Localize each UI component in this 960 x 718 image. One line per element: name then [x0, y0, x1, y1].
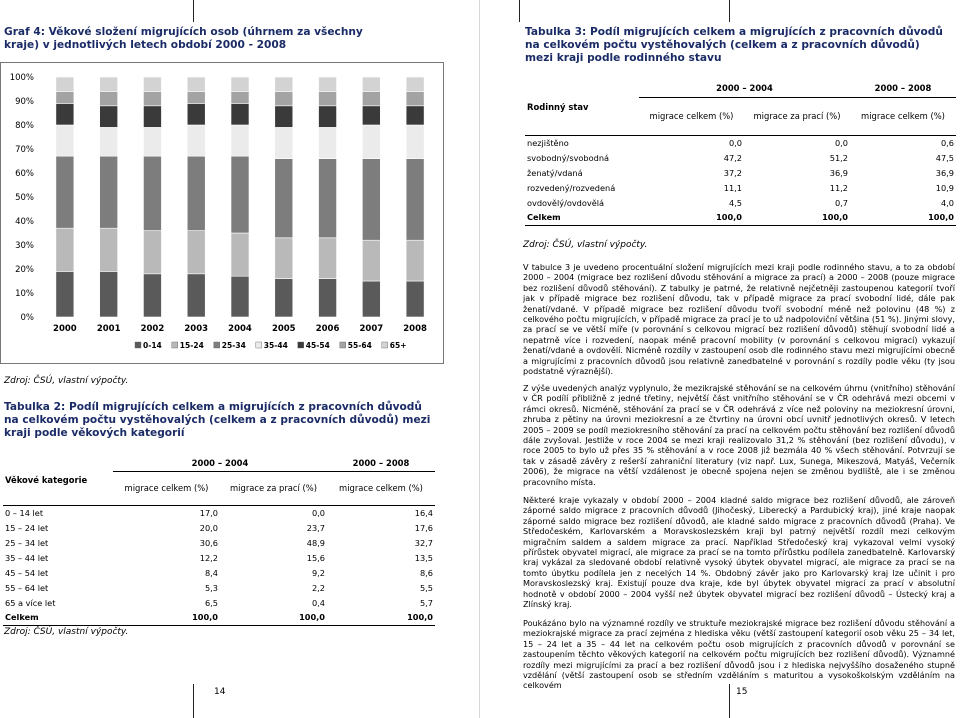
- bar-segment: [319, 159, 337, 238]
- total-value: 100,0: [744, 210, 850, 225]
- cell-value: 4,0: [940, 197, 954, 208]
- bar-segment: [319, 127, 337, 158]
- table2-source: Zdroj: ČSÚ, vlastní výpočty.: [4, 627, 129, 637]
- bar-segment: [275, 279, 293, 317]
- chart-svg: [1, 63, 443, 363]
- cell-value: 17,6: [414, 522, 433, 533]
- legend-label: 25-34: [221, 341, 246, 350]
- x-tick-label: 2000: [53, 324, 77, 334]
- page-number-right: 15: [736, 687, 748, 697]
- bar-segment: [56, 91, 74, 103]
- table-row: [525, 195, 956, 210]
- table-row: [525, 150, 956, 165]
- table3-period2: 2000 – 2008: [850, 80, 956, 97]
- bar-segment: [319, 279, 337, 317]
- cell-value: 10,9: [935, 182, 954, 193]
- row-label: nezjištěno: [525, 135, 639, 150]
- x-tick-label: 2003: [184, 324, 209, 334]
- graf-title: Graf 4: Věkové složení migrujících osob (úhrnem za všechny kraje) v jednotlivých letech období 2000 - 2008: [4, 26, 363, 51]
- bar-segment: [143, 231, 161, 274]
- bar-segment: [143, 156, 161, 230]
- bar-segment: [406, 281, 424, 317]
- table-row: [525, 165, 956, 180]
- table3-row-header: Rodinný stav: [527, 102, 589, 113]
- legend-swatch: [382, 342, 388, 348]
- legend-label: 45-54: [305, 341, 330, 350]
- page-number-left: 14: [214, 687, 226, 697]
- bar-segment: [275, 77, 293, 91]
- cell-value: 23,7: [306, 522, 325, 533]
- bar-segment: [362, 125, 380, 159]
- cell-value: 36,9: [829, 167, 848, 178]
- y-tick-label: 70%: [15, 145, 34, 155]
- x-tick-label: 2002: [140, 324, 165, 334]
- total-label: Celkem: [525, 210, 639, 225]
- table-row: [525, 135, 956, 150]
- bar-segment: [143, 91, 161, 105]
- bar-segment: [275, 159, 293, 238]
- bar-segment: [56, 228, 74, 271]
- row-label: 55 – 64 let: [5, 582, 49, 593]
- table-row: [3, 580, 435, 595]
- age-structure-chart: [0, 62, 444, 364]
- bar-segment: [406, 159, 424, 241]
- table-total-row: [3, 610, 435, 625]
- bar-segment: [187, 274, 205, 317]
- y-tick-label: 20%: [15, 265, 34, 275]
- x-tick-label: 2001: [96, 324, 121, 334]
- bar-segment: [362, 281, 380, 317]
- row-label: svobodný/svobodná: [527, 152, 610, 163]
- cell-value: 11,1: [723, 182, 742, 193]
- table2-col2: migrace za prací (%): [230, 483, 317, 493]
- cell-value: 12,2: [199, 552, 218, 563]
- bar-segment: [187, 125, 205, 156]
- bar-segment: [187, 103, 205, 125]
- y-tick-label: 10%: [15, 289, 34, 299]
- bar-segment: [319, 238, 337, 279]
- table2-row-header: Věkové kategorie: [5, 475, 88, 486]
- row-label: 65 a více let: [5, 597, 56, 608]
- row-label: 25 – 34 let: [5, 537, 49, 548]
- bar-segment: [406, 240, 424, 281]
- bar-segment: [275, 106, 293, 128]
- legend-label: 55-64: [347, 341, 372, 350]
- cell-value: 48,9: [306, 537, 325, 548]
- legend-swatch: [135, 342, 141, 348]
- bar-segment: [56, 77, 74, 91]
- cell-value: 8,4: [204, 567, 218, 578]
- cell-value: 2,2: [311, 582, 325, 593]
- legend-label: 15-24: [179, 341, 204, 350]
- crop-mark: [193, 684, 194, 718]
- bar-segment: [187, 156, 205, 230]
- bar-segment: [231, 103, 249, 125]
- bar-segment: [187, 91, 205, 103]
- bar-segment: [319, 106, 337, 128]
- y-tick-label: 100%: [9, 73, 34, 83]
- bar-segment: [143, 274, 161, 317]
- bar-segment: [187, 77, 205, 91]
- cell-value: 47,5: [935, 152, 954, 163]
- y-tick-label: 30%: [15, 241, 34, 251]
- table3-source: Zdroj: ČSÚ, vlastní výpočty.: [523, 240, 648, 250]
- cell-value: 11,2: [829, 182, 848, 193]
- y-tick-label: 50%: [15, 193, 34, 203]
- bar-segment: [187, 231, 205, 274]
- cell-value: 37,2: [723, 167, 742, 178]
- cell-value: 9,2: [311, 567, 325, 578]
- total-value: 100,0: [327, 610, 435, 625]
- bar-segment: [275, 127, 293, 158]
- y-tick-label: 90%: [15, 97, 34, 107]
- bar-segment: [319, 77, 337, 91]
- row-label: 0 – 14 let: [3, 505, 113, 520]
- paragraph-3: Některé kraje vykazaly v období 2000 – 2004 kladné saldo migrace bez rozlišení důvodů, ale zároveň záporné saldo migrace z pracovních důvodů (Jihočeský, Liberecký a Pardubický kraj), jiné kraje naopak záporné saldo migrace bez rozlišení důvodů, ale kladné saldo migrace z pracovních důvodů (Praha). Ve Středočeském, Karlovarském a Moravskoslezském kraji byl patrný největší rozdíl mezi celkovým migračním saldem a saldem migrace za prací. Například Středočeský kraj vykazoval velmi vysoký přírůstek obyvatel migrací, ale migrace za prací se na tomto přírůstku podílela zanedbatelně. Karlovarský kraj vykázal za sledované období relativně vysoký úbytek obyvatel migrací, ale migrace za prací se na tomto úbytku podílela jen z necelých 14 %. Obdobný závěr jako pro Karlovarský kraj lze učinit i pro Moravskoslezský kraj. Existují pouze dva kraje, kde byl úbytek obyvatel migrací za prací v absolutní hodnotě v období 2000 – 2004 vyšší než úbytek obyvatel migrací bez rozlišení důvodů – Ústecký kraj a Zlínský kraj.: [523, 495, 955, 610]
- table-row: [3, 520, 435, 535]
- x-tick-label: 2005: [271, 324, 296, 334]
- row-label: ženatý/vdaná: [527, 167, 583, 178]
- y-tick-label: 80%: [15, 121, 34, 131]
- graf-source: Zdroj: ČSÚ, vlastní výpočty.: [4, 376, 129, 386]
- bar-segment: [100, 228, 118, 271]
- cell-value: 5,7: [419, 597, 433, 608]
- table2-period2: 2000 – 2008: [327, 456, 435, 471]
- bar-segment: [231, 91, 249, 103]
- bar-segment: [362, 77, 380, 91]
- cell-value: 30,6: [199, 537, 218, 548]
- row-label: 45 – 54 let: [5, 567, 49, 578]
- legend-swatch: [172, 342, 178, 348]
- cell-value: 6,5: [204, 597, 218, 608]
- cell-value: 47,2: [723, 152, 742, 163]
- cell-value: 51,2: [829, 152, 848, 163]
- bar-segment: [406, 91, 424, 105]
- table-row: [3, 505, 435, 520]
- bar-segment: [231, 156, 249, 233]
- table-row: [3, 535, 435, 550]
- bar-segment: [275, 238, 293, 279]
- total-value: 100,0: [220, 610, 327, 625]
- bar-segment: [319, 91, 337, 105]
- table-row: [525, 180, 956, 195]
- bar-segment: [406, 106, 424, 125]
- bar-segment: [100, 156, 118, 228]
- bar-segment: [100, 77, 118, 91]
- total-label: Celkem: [3, 610, 113, 625]
- paragraph-1: V tabulce 3 je uvedeno procentuální složení migrujících mezi kraji podle rodinného stavu, a to za období 2000 – 2004 (migrace bez rozlišení důvodu stěhování a migrace za prací) a 2000 – 2008 (pouze migrace bez rozlišení důvodů stěhování). Z tabulky je patrné, že relativně nejčetněji zastoupenou kategorií tvoří jak v případě migrace bez rozlišení důvodu, tak v případě migrace za prací svobodní lidé, dále pak ženatí/vdané. V případě migrace bez rozlišení důvodu tvoří svobodní méně než polovinu (48 %) z celkového počtu migrujících, v případě migrace za prací je to už nadpoloviční většina (51 %). Jinými slovy, za prací se ve větší míře (v porovnání s celkovou migrací bez rozlišení důvodů) stěhují svobodní lidé a nepatrně více i rozvedení, naopak méně pracovní mobility (v porovnání s celkovou migrací) vykazují ženatí/vdané a ovdovělí. Nicméně rozdíly v zastoupení osob dle rodinného stavu mezi migrujícími obecně a migrujícími z pracovních důvodů jsou relativně zanedbatelné v porovnání s rozdíly podle věku (ty jsou podstatně výraznější).: [523, 262, 955, 377]
- legend-swatch: [340, 342, 346, 348]
- x-tick-label: 2004: [228, 324, 252, 334]
- table2: [3, 456, 435, 626]
- bar-segment: [100, 106, 118, 128]
- cell-value: 8,6: [419, 567, 433, 578]
- bar-segment: [100, 91, 118, 105]
- bar-segment: [100, 271, 118, 317]
- cell-value: 15,6: [306, 552, 325, 563]
- y-tick-label: 0%: [20, 313, 34, 323]
- crop-mark: [519, 0, 520, 22]
- cell-value: 36,9: [935, 167, 954, 178]
- bar-segment: [231, 125, 249, 156]
- paragraph-2: Z výše uvedených analýz vyplynulo, že mezikrajské stěhování se na celkovém úhrnu (vnitřního) stěhování v ČR podílí přibližně z jedné třetiny, největší část vnitřního stěhování se v ČR odehrává mezi obcemi v rámci okresů. Nicméně, stěhování za prací se v ČR odehrává z více než poloviny na meziokresní úrovni, zhruba z pětiny na úrovni meziokresní a ze čtvrtiny na úrovni obcí uvnitř jednotlivých okresů. V letech 2005 – 2009 se podíl meziokresního stěhování za prací na celkovém počtu stěhování bez rozlišení důvodů dále zvyšoval. Jestliže v roce 2004 se mezi kraji realizovalo 31,2 % stěhování (bez rozlišení důvodu), v roce 2005 to bylo už přes 35 % stěhování a v roce 2008 již bezmála 40 % všech stěhování. Potvrzují se tak v zásadě závěry z rešerší zahraniční literatury (viz např. Lux, Sunega, Mikeszová, Matyáš, Večerník 2006), že migrace na větší vzdálenost je obecně spojena nejen se změnou bydliště, ale i se změnou pracovního místa.: [523, 383, 955, 487]
- cell-value: 0,4: [311, 597, 325, 608]
- paragraph-4: Poukázáno bylo na významné rozdíly ve struktuře meziokrajské migrace bez rozlišení důvodu stěhování a meziokrajské migrace za prací zejména z hlediska věku (větší zastoupení kategorií osob věku 25 – 34 let, 15 – 24 let a 35 – 44 let na celkovém počtu osob migrujících z pracovních důvodů v porovnání se zastoupením těchto věkových kategorií na celkovém počtu migrujících bez rozlišení důvodů). Významné rozdíly mezi migrujícími za prací a bez rozlišení důvodů jsou i z hlediska nejvyššího dosaženého stupně vzdělání (větší zastoupení osob se středním vzděláním s maturitou a vysokoškolským vzděláním na celkovém: [523, 618, 955, 691]
- bar-segment: [231, 276, 249, 317]
- bar-segment: [231, 233, 249, 276]
- crop-mark: [193, 0, 194, 22]
- cell-value: 32,7: [414, 537, 433, 548]
- cell-value: 0,6: [850, 135, 956, 150]
- table-row: [3, 550, 435, 565]
- total-value: 100,0: [639, 210, 744, 225]
- table3-title: Tabulka 3: Podíl migrujících celkem a migrujících z pracovních důvodů na celkovém počtu vystěhovalých (celkem a z pracovních důvodů) mezi kraji podle rodinného stavu: [525, 26, 943, 64]
- bar-segment: [143, 106, 161, 128]
- total-value: 100,0: [850, 210, 956, 225]
- bar-segment: [362, 91, 380, 105]
- bar-segment: [275, 91, 293, 105]
- cell-value: 5,5: [419, 582, 433, 593]
- cell-value: 0,0: [220, 505, 327, 520]
- bar-segment: [231, 77, 249, 91]
- cell-value: 20,0: [199, 522, 218, 533]
- table2-period1: 2000 – 2004: [113, 456, 327, 471]
- total-value: 100,0: [113, 610, 220, 625]
- table2-col3: migrace celkem (%): [339, 483, 423, 493]
- row-label: rozvedený/rozvedená: [527, 182, 616, 193]
- bar-segment: [56, 103, 74, 125]
- y-tick-label: 40%: [15, 217, 34, 227]
- legend-label: 65+: [389, 341, 407, 350]
- bar-segment: [362, 159, 380, 241]
- table3-col1: migrace celkem (%): [649, 111, 734, 121]
- cell-value: 0,7: [834, 197, 848, 208]
- cell-value: 13,5: [414, 552, 433, 563]
- bar-segment: [56, 125, 74, 156]
- legend-swatch: [298, 342, 304, 348]
- row-label: 35 – 44 let: [5, 552, 49, 563]
- table-row: [3, 595, 435, 610]
- bar-segment: [143, 127, 161, 156]
- table3-col3: migrace celkem (%): [861, 111, 945, 121]
- x-tick-label: 2008: [403, 324, 427, 334]
- table-total-row: [525, 210, 956, 225]
- bar-segment: [362, 106, 380, 125]
- table2-col1: migrace celkem (%): [124, 483, 209, 493]
- bar-segment: [56, 271, 74, 317]
- table3: [525, 80, 956, 226]
- table-row: [3, 565, 435, 580]
- bar-segment: [143, 77, 161, 91]
- x-tick-label: 2007: [359, 324, 384, 334]
- bar-segment: [362, 240, 380, 281]
- table3-period1: 2000 – 2004: [639, 80, 850, 97]
- crop-mark: [729, 0, 730, 22]
- legend-swatch: [256, 342, 262, 348]
- bar-segment: [406, 77, 424, 91]
- row-label: ovdovělý/ovdovělá: [527, 197, 605, 208]
- cell-value: 0,0: [639, 135, 744, 150]
- cell-value: 4,5: [728, 197, 742, 208]
- y-tick-label: 60%: [15, 169, 34, 179]
- cell-value: 5,3: [204, 582, 218, 593]
- bar-segment: [56, 156, 74, 228]
- cell-value: 0,0: [744, 135, 850, 150]
- legend-label: 0-14: [143, 341, 162, 350]
- cell-value: 17,0: [113, 505, 220, 520]
- legend-label: 35-44: [263, 341, 288, 350]
- page-right: [480, 0, 960, 718]
- x-tick-label: 2006: [315, 324, 340, 334]
- table2-title: Tabulka 2: Podíl migrujících celkem a migrujících z pracovních důvodů na celkovém počtu vystěhovalých (celkem a z pracovních důvodů) mezi kraji podle věkových kategorií: [4, 401, 431, 439]
- legend-swatch: [214, 342, 220, 348]
- table3-col2: migrace za prací (%): [753, 111, 841, 121]
- bar-segment: [100, 127, 118, 156]
- row-label: 15 – 24 let: [5, 522, 49, 533]
- cell-value: 16,4: [327, 505, 435, 520]
- bar-segment: [406, 125, 424, 159]
